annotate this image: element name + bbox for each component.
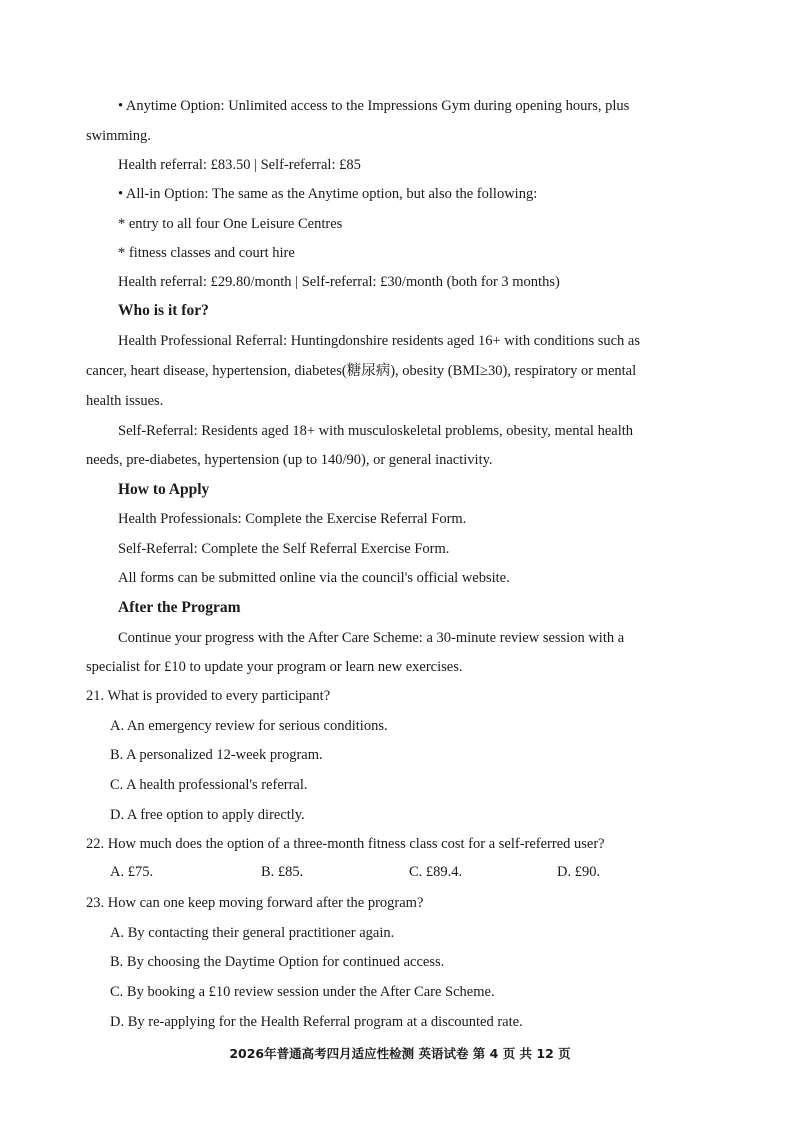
apply-online-note: All forms can be submitted online via the council's official website. [118,570,510,586]
anytime-option-price: Health referral: £83.50 | Self-referral: £85 [118,157,361,173]
section-heading-who: Who is it for? [118,302,209,319]
after-care-line-cont: specialist for £10 to update your program or learn new exercises. [86,659,463,675]
question-21-option-d: D. A free option to apply directly. [110,807,305,823]
allin-option-item: * entry to all four One Leisure Centres [118,216,343,232]
health-professional-referral-line-cont: cancer, heart disease, hypertension, diabetes(糖尿病), obesity (BMI≥30), respiratory or mental [86,363,637,379]
allin-option-price: Health referral: £29.80/month | Self-referral: £30/month (both for 3 months) [118,274,560,290]
question-22-option-a: A. £75. [110,864,154,880]
allin-option-line: • All-in Option: The same as the Anytime option, but also the following: [118,186,538,202]
question-22-options [0,862,800,882]
health-professional-referral-line: Health Professional Referral: Huntingdonshire residents aged 16+ with conditions such as [118,333,641,349]
question-23-option-d: D. By re-applying for the Health Referral program at a discounted rate. [110,1014,523,1030]
page-footer: 2026年普通高考四月适应性检测 英语试卷 第 4 页 共 12 页 [229,1046,571,1061]
question-23-option-a: A. By contacting their general practitioner again. [110,925,395,941]
health-professional-referral-line-end: health issues. [86,393,164,409]
question-21-option-c: C. A health professional's referral. [110,777,308,793]
anytime-option-line: • Anytime Option: Unlimited access to the Impressions Gym during opening hours, plus [118,98,630,114]
question-21-option-a: A. An emergency review for serious conditions. [110,718,388,734]
question-22-option-b: B. £85. [261,864,304,880]
allin-option-item: * fitness classes and court hire [118,245,295,261]
question-23-stem: 23. How can one keep moving forward after the program? [86,895,424,911]
question-23-option-c: C. By booking a £10 review session under the After Care Scheme. [110,984,495,1000]
section-heading-after: After the Program [118,599,241,616]
question-21-stem: 21. What is provided to every participant? [86,688,331,704]
apply-health-professionals: Health Professionals: Complete the Exercise Referral Form. [118,511,467,527]
question-22-stem: 22. How much does the option of a three-month fitness class cost for a self-referred user? [86,836,605,852]
after-care-line: Continue your progress with the After Care Scheme: a 30-minute review session with a [118,630,625,646]
question-21-option-b: B. A personalized 12-week program. [110,747,323,763]
question-22-option-c: C. £89.4. [409,864,463,880]
question-22-option-d: D. £90. [557,864,601,880]
self-referral-line-cont: needs, pre-diabetes, hypertension (up to 140/90), or general inactivity. [86,452,493,468]
question-23-option-b: B. By choosing the Daytime Option for continued access. [110,954,445,970]
apply-self-referral: Self-Referral: Complete the Self Referral Exercise Form. [118,541,450,557]
anytime-option-line-cont: swimming. [86,128,151,144]
self-referral-line: Self-Referral: Residents aged 18+ with musculoskeletal problems, obesity, mental health [118,423,634,439]
section-heading-apply: How to Apply [118,481,210,498]
